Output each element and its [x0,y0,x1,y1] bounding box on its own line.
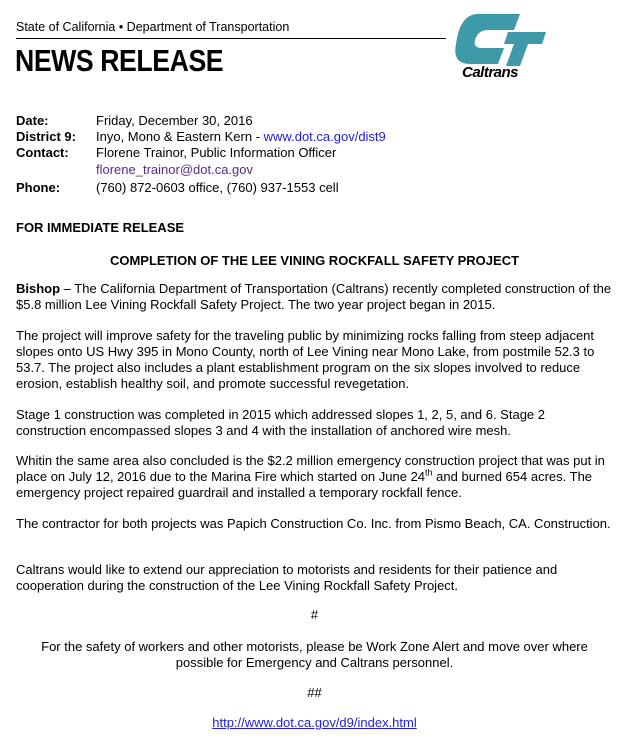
paragraph-4-text-b: and burned 654 acres. The emergency project repaired guardrail and installed a temporary rockfall fence. [16,469,593,500]
logo-t-shape [504,32,546,66]
paragraph-6: Caltrans would like to extend our appreciation to motorists and residents for their patience and cooperation during the construction of the Lee Vining Rockfall Safety Project. [16,562,558,593]
paragraph-4 [16,453,614,501]
date-label: Date: [16,113,49,128]
paragraph-1 [16,281,614,313]
contact-label: Contact: [16,145,69,160]
district-website-link[interactable]: http://www.dot.ca.gov/d9/index.html [212,715,417,730]
separator-mark-1: # [310,607,319,622]
district-value: Inyo, Mono & Eastern Kern - [96,129,261,144]
agency-line: State of California • Department of Transportation [16,20,290,34]
release-note: FOR IMMEDIATE RELEASE [16,220,185,235]
phone-label: Phone: [16,180,61,195]
headline: COMPLETION OF THE LEE VINING ROCKFALL SAFETY PROJECT [109,253,520,268]
paragraph-1-text: – The California Department of Transportation (Caltrans) recently completed construction of the $5.8 million Lee Vining Rockfall Safety Project. The two year project began in 2015. [16,281,612,312]
paragraph-4-text-a: Whitin the same area also concluded is the $2.2 million emergency construction project that was put in place on July 12, 2016 due to the Marina Fire which started on June 24 [16,453,605,484]
date-value: Friday, December 30, 2016 [96,113,253,128]
contact-value: Florene Trainor, Public Information Officer [96,145,337,160]
phone-value: (760) 872-0603 office, (760) 937-1553 cell [96,180,339,195]
paragraph-3: Stage 1 construction was completed in 2015 which addressed slopes 1, 2, 5, and 6. Stage 2 construction encompassed slopes 3 and 4 with the installation of anchored wire mesh. [16,407,546,438]
header-rule [16,38,446,39]
district-label: District 9: [16,129,76,144]
ordinal-suffix: th [425,467,433,478]
district-value-group [96,129,386,145]
safety-note: For the safety of workers and other motorists, please be Work Zone Alert and move over where possible for Emergency and Caltrans personnel. [41,639,588,670]
footer-url-row [0,715,629,731]
page-title: NEWS RELEASE [15,43,224,78]
paragraph-5: The contractor for both projects was Papich Construction Co. Inc. from Pismo Beach, CA. Construction. [16,516,611,531]
separator-mark-2: ## [307,685,322,700]
contact-email[interactable]: florene_trainor@dot.ca.gov [96,162,254,177]
district-link[interactable]: www.dot.ca.gov/dist9 [263,129,386,144]
paragraph-2: The project will improve safety for the traveling public by minimizing rocks falling from steep adjacent slopes onto US Hwy 395 in Mono County, north of Lee Vining near Mono Lake, from postmile 52.3 to 53.7. The project also includes a plant establishment program on the six slopes involved to reduce erosion, establish healthy soil, and promote successful revegetation. [16,328,595,391]
dateline: Bishop [16,281,61,296]
logo-wordmark: Caltrans [462,64,519,81]
